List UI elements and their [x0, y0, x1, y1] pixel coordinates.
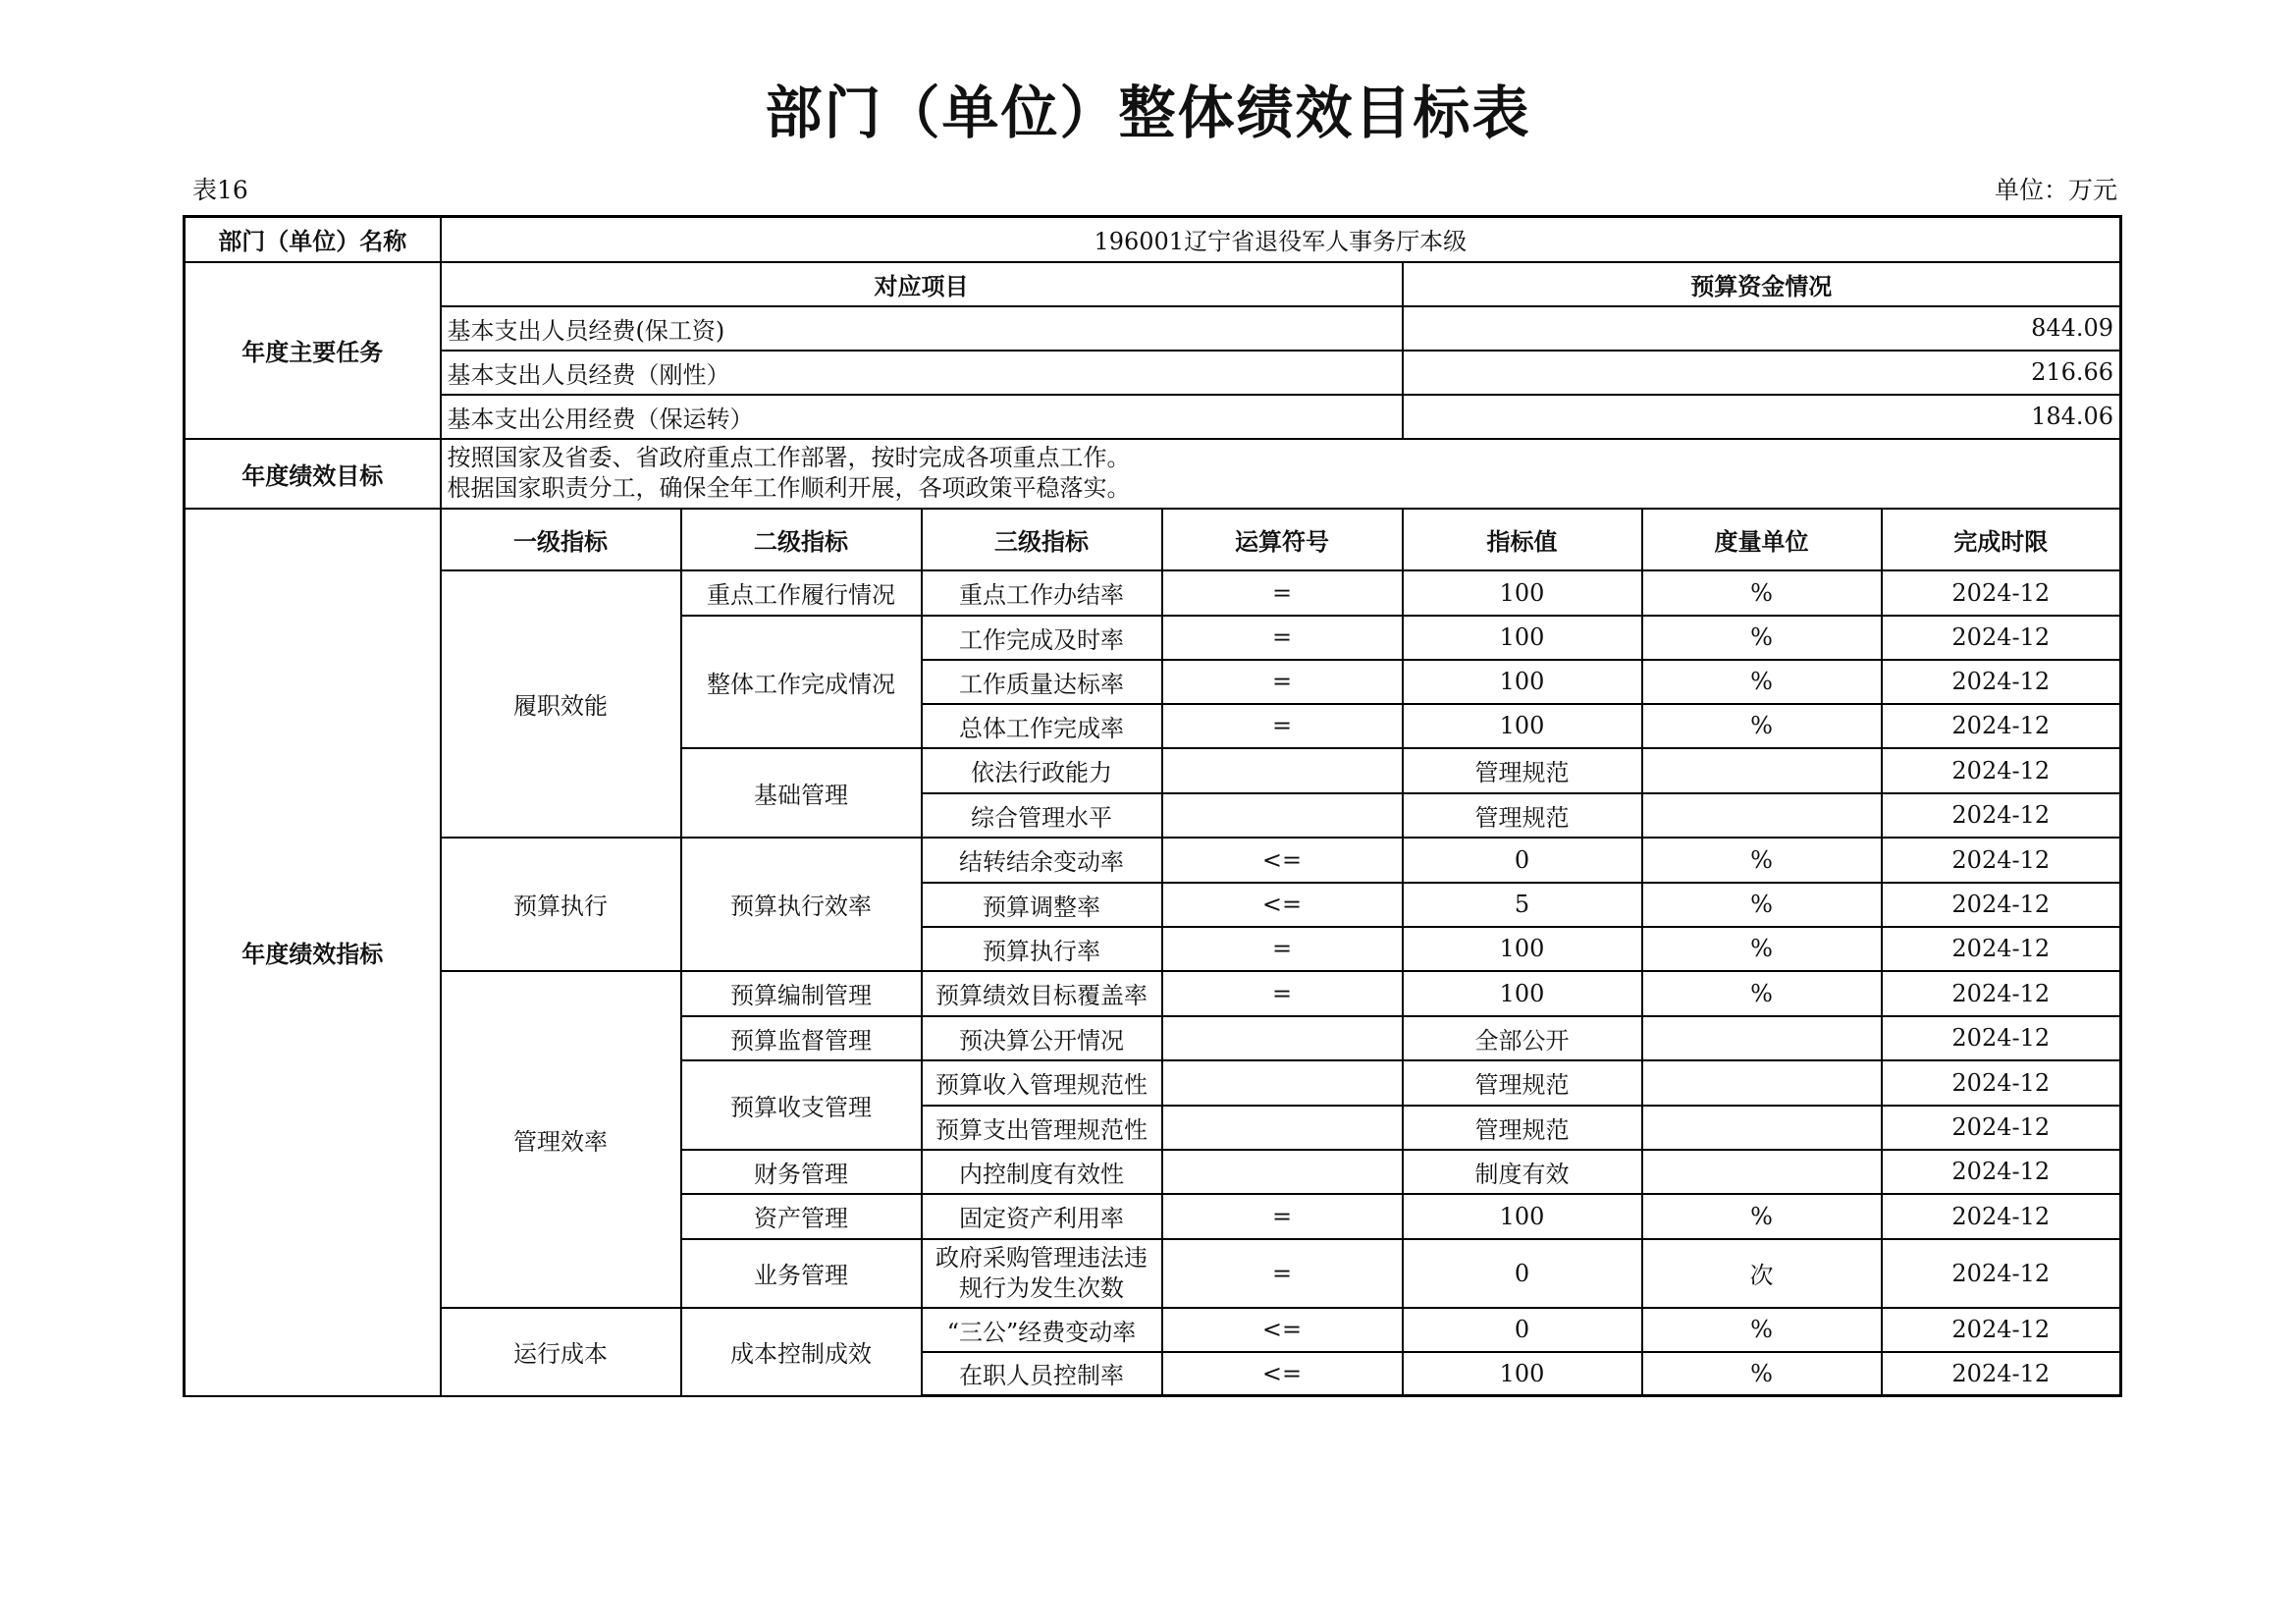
value-cell: 100: [1403, 660, 1642, 704]
level3-cell: 内控制度有效性: [922, 1150, 1162, 1194]
unit-cell: [1642, 1016, 1882, 1060]
deadline-cell: 2024-12: [1882, 1194, 2121, 1239]
value-cell: 100: [1403, 1194, 1642, 1239]
goal-line: 根据国家职责分工，确保全年工作顺利开展，各项政策平稳落实。: [447, 474, 1131, 502]
task-amount: 844.09: [1403, 306, 2121, 351]
operator-cell: =: [1162, 1239, 1403, 1308]
unit-cell: %: [1642, 704, 1882, 748]
level3-cell: 预决算公开情况: [922, 1016, 1162, 1060]
unit-cell: %: [1642, 570, 1882, 616]
value-cell: 100: [1403, 971, 1642, 1016]
unit-label: 单位：万元: [1994, 176, 2117, 204]
indicator-row: [185, 570, 2121, 616]
level3-cell: 重点工作办结率: [922, 570, 1162, 616]
unit-cell: %: [1642, 927, 1882, 971]
level3-cell: “三公”经费变动率: [922, 1308, 1162, 1352]
level3-cell: 综合管理水平: [922, 793, 1162, 838]
unit-cell: [1642, 1150, 1882, 1194]
task-project: 基本支出人员经费(保工资): [441, 306, 1403, 351]
unit-cell: [1642, 1106, 1882, 1150]
level2-cell: 整体工作完成情况: [681, 616, 922, 748]
level3-cell: 工作质量达标率: [922, 660, 1162, 704]
level3-cell: 在职人员控制率: [922, 1352, 1162, 1396]
operator-cell: =: [1162, 616, 1403, 660]
unit-cell: %: [1642, 838, 1882, 883]
operator-cell: =: [1162, 704, 1403, 748]
header-operator: 运算符号: [1162, 509, 1403, 570]
header-unit: 度量单位: [1642, 509, 1882, 570]
deadline-cell: 2024-12: [1882, 616, 2121, 660]
operator-cell: [1162, 748, 1403, 793]
goals-label: 年度绩效目标: [185, 439, 441, 509]
value-cell: 管理规范: [1403, 748, 1642, 793]
deadline-cell: 2024-12: [1882, 1308, 2121, 1352]
unit-cell: [1642, 793, 1882, 838]
value-cell: 100: [1403, 616, 1642, 660]
task-row: [185, 395, 2121, 439]
value-cell: 100: [1403, 704, 1642, 748]
level2-cell: 成本控制成效: [681, 1308, 922, 1396]
level2-cell: 财务管理: [681, 1150, 922, 1194]
value-cell: 0: [1403, 1308, 1642, 1352]
level3-cell: 固定资产利用率: [922, 1194, 1162, 1239]
level3-cell: 预算绩效目标覆盖率: [922, 971, 1162, 1016]
header-level2: 二级指标: [681, 509, 922, 570]
tasks-label: 年度主要任务: [185, 262, 441, 439]
value-cell: 5: [1403, 883, 1642, 927]
indicator-row: [185, 971, 2121, 1016]
level3-cell: 预算收入管理规范性: [922, 1060, 1162, 1106]
deadline-cell: 2024-12: [1882, 927, 2121, 971]
operator-cell: <=: [1162, 838, 1403, 883]
level3-cell: 预算调整率: [922, 883, 1162, 927]
level1-cell: 运行成本: [441, 1308, 681, 1396]
unit-cell: %: [1642, 883, 1882, 927]
task-project: 基本支出公用经费（保运转）: [441, 395, 1403, 439]
level3-cell: 工作完成及时率: [922, 616, 1162, 660]
deadline-cell: 2024-12: [1882, 838, 2121, 883]
indicator-header-row: [185, 509, 2121, 570]
value-cell: 100: [1403, 927, 1642, 971]
operator-cell: [1162, 1060, 1403, 1106]
deadline-cell: 2024-12: [1882, 570, 2121, 616]
task-project: 基本支出人员经费（刚性）: [441, 351, 1403, 395]
deadline-cell: 2024-12: [1882, 883, 2121, 927]
unit-cell: [1642, 748, 1882, 793]
deadline-cell: 2024-12: [1882, 793, 2121, 838]
deadline-cell: 2024-12: [1882, 1150, 2121, 1194]
page-title: 部门（单位）整体绩效目标表: [765, 80, 1531, 146]
unit-cell: [1642, 1060, 1882, 1106]
value-cell: 100: [1403, 1352, 1642, 1396]
operator-cell: =: [1162, 971, 1403, 1016]
value-cell: 0: [1403, 1239, 1642, 1308]
level3-cell: 预算支出管理规范性: [922, 1106, 1162, 1150]
level2-cell: 预算监督管理: [681, 1016, 922, 1060]
level2-cell: 预算执行效率: [681, 838, 922, 971]
level1-cell: 履职效能: [441, 570, 681, 838]
value-cell: 管理规范: [1403, 793, 1642, 838]
deadline-cell: 2024-12: [1882, 1060, 2121, 1106]
deadline-cell: 2024-12: [1882, 1239, 2121, 1308]
header-target-value: 指标值: [1403, 509, 1642, 570]
level2-cell: 资产管理: [681, 1194, 922, 1239]
level3-cell: 政府采购管理违法违规行为发生次数: [922, 1239, 1162, 1308]
deadline-cell: 2024-12: [1882, 660, 2121, 704]
value-cell: 0: [1403, 838, 1642, 883]
col-budget-header: 预算资金情况: [1403, 262, 2121, 306]
unit-cell: %: [1642, 1194, 1882, 1239]
unit-cell: 次: [1642, 1239, 1882, 1308]
indicator-row: [185, 1308, 2121, 1352]
operator-cell: <=: [1162, 1352, 1403, 1396]
operator-cell: <=: [1162, 883, 1403, 927]
deadline-cell: 2024-12: [1882, 1106, 2121, 1150]
col-project-header: 对应项目: [441, 262, 1403, 306]
level2-cell: 业务管理: [681, 1239, 922, 1308]
performance-table: [183, 215, 2122, 1397]
header-deadline: 完成时限: [1882, 509, 2121, 570]
operator-cell: =: [1162, 927, 1403, 971]
operator-cell: [1162, 1150, 1403, 1194]
operator-cell: [1162, 1106, 1403, 1150]
dept-row: [185, 217, 2121, 262]
unit-cell: %: [1642, 1308, 1882, 1352]
task-amount: 216.66: [1403, 351, 2121, 395]
operator-cell: <=: [1162, 1308, 1403, 1352]
unit-cell: %: [1642, 971, 1882, 1016]
value-cell: 管理规范: [1403, 1060, 1642, 1106]
goal-line: 按照国家及省委、省政府重点工作部署，按时完成各项重点工作。: [447, 444, 1131, 471]
level2-cell: 预算编制管理: [681, 971, 922, 1016]
level1-cell: 预算执行: [441, 838, 681, 971]
operator-cell: =: [1162, 660, 1403, 704]
tasks-header-row: [185, 262, 2121, 306]
dept-label: 部门（单位）名称: [185, 217, 441, 262]
operator-cell: [1162, 793, 1403, 838]
task-amount: 184.06: [1403, 395, 2121, 439]
level2-cell: 预算收支管理: [681, 1060, 922, 1150]
unit-cell: %: [1642, 1352, 1882, 1396]
indicators-label: 年度绩效指标: [185, 509, 441, 1396]
unit-cell: %: [1642, 660, 1882, 704]
deadline-cell: 2024-12: [1882, 1016, 2121, 1060]
value-cell: 制度有效: [1403, 1150, 1642, 1194]
level1-cell: 管理效率: [441, 971, 681, 1308]
task-row: [185, 306, 2121, 351]
value-cell: 100: [1403, 570, 1642, 616]
goals-row: [185, 439, 2121, 509]
deadline-cell: 2024-12: [1882, 971, 2121, 1016]
header-level1: 一级指标: [441, 509, 681, 570]
unit-cell: %: [1642, 616, 1882, 660]
deadline-cell: 2024-12: [1882, 748, 2121, 793]
level3-cell: 总体工作完成率: [922, 704, 1162, 748]
value-cell: 全部公开: [1403, 1016, 1642, 1060]
indicator-row: [185, 838, 2121, 883]
level3-cell: 结转结余变动率: [922, 838, 1162, 883]
deadline-cell: 2024-12: [1882, 704, 2121, 748]
level3-cell: 依法行政能力: [922, 748, 1162, 793]
deadline-cell: 2024-12: [1882, 1352, 2121, 1396]
goals-text: [441, 439, 2121, 509]
level2-cell: 基础管理: [681, 748, 922, 838]
table-number: 表16: [192, 176, 248, 204]
operator-cell: =: [1162, 570, 1403, 616]
value-cell: 管理规范: [1403, 1106, 1642, 1150]
operator-cell: =: [1162, 1194, 1403, 1239]
level2-cell: 重点工作履行情况: [681, 570, 922, 616]
level3-cell: 预算执行率: [922, 927, 1162, 971]
operator-cell: [1162, 1016, 1403, 1060]
task-row: [185, 351, 2121, 395]
dept-name: 196001辽宁省退役军人事务厅本级: [441, 217, 2121, 262]
header-level3: 三级指标: [922, 509, 1162, 570]
